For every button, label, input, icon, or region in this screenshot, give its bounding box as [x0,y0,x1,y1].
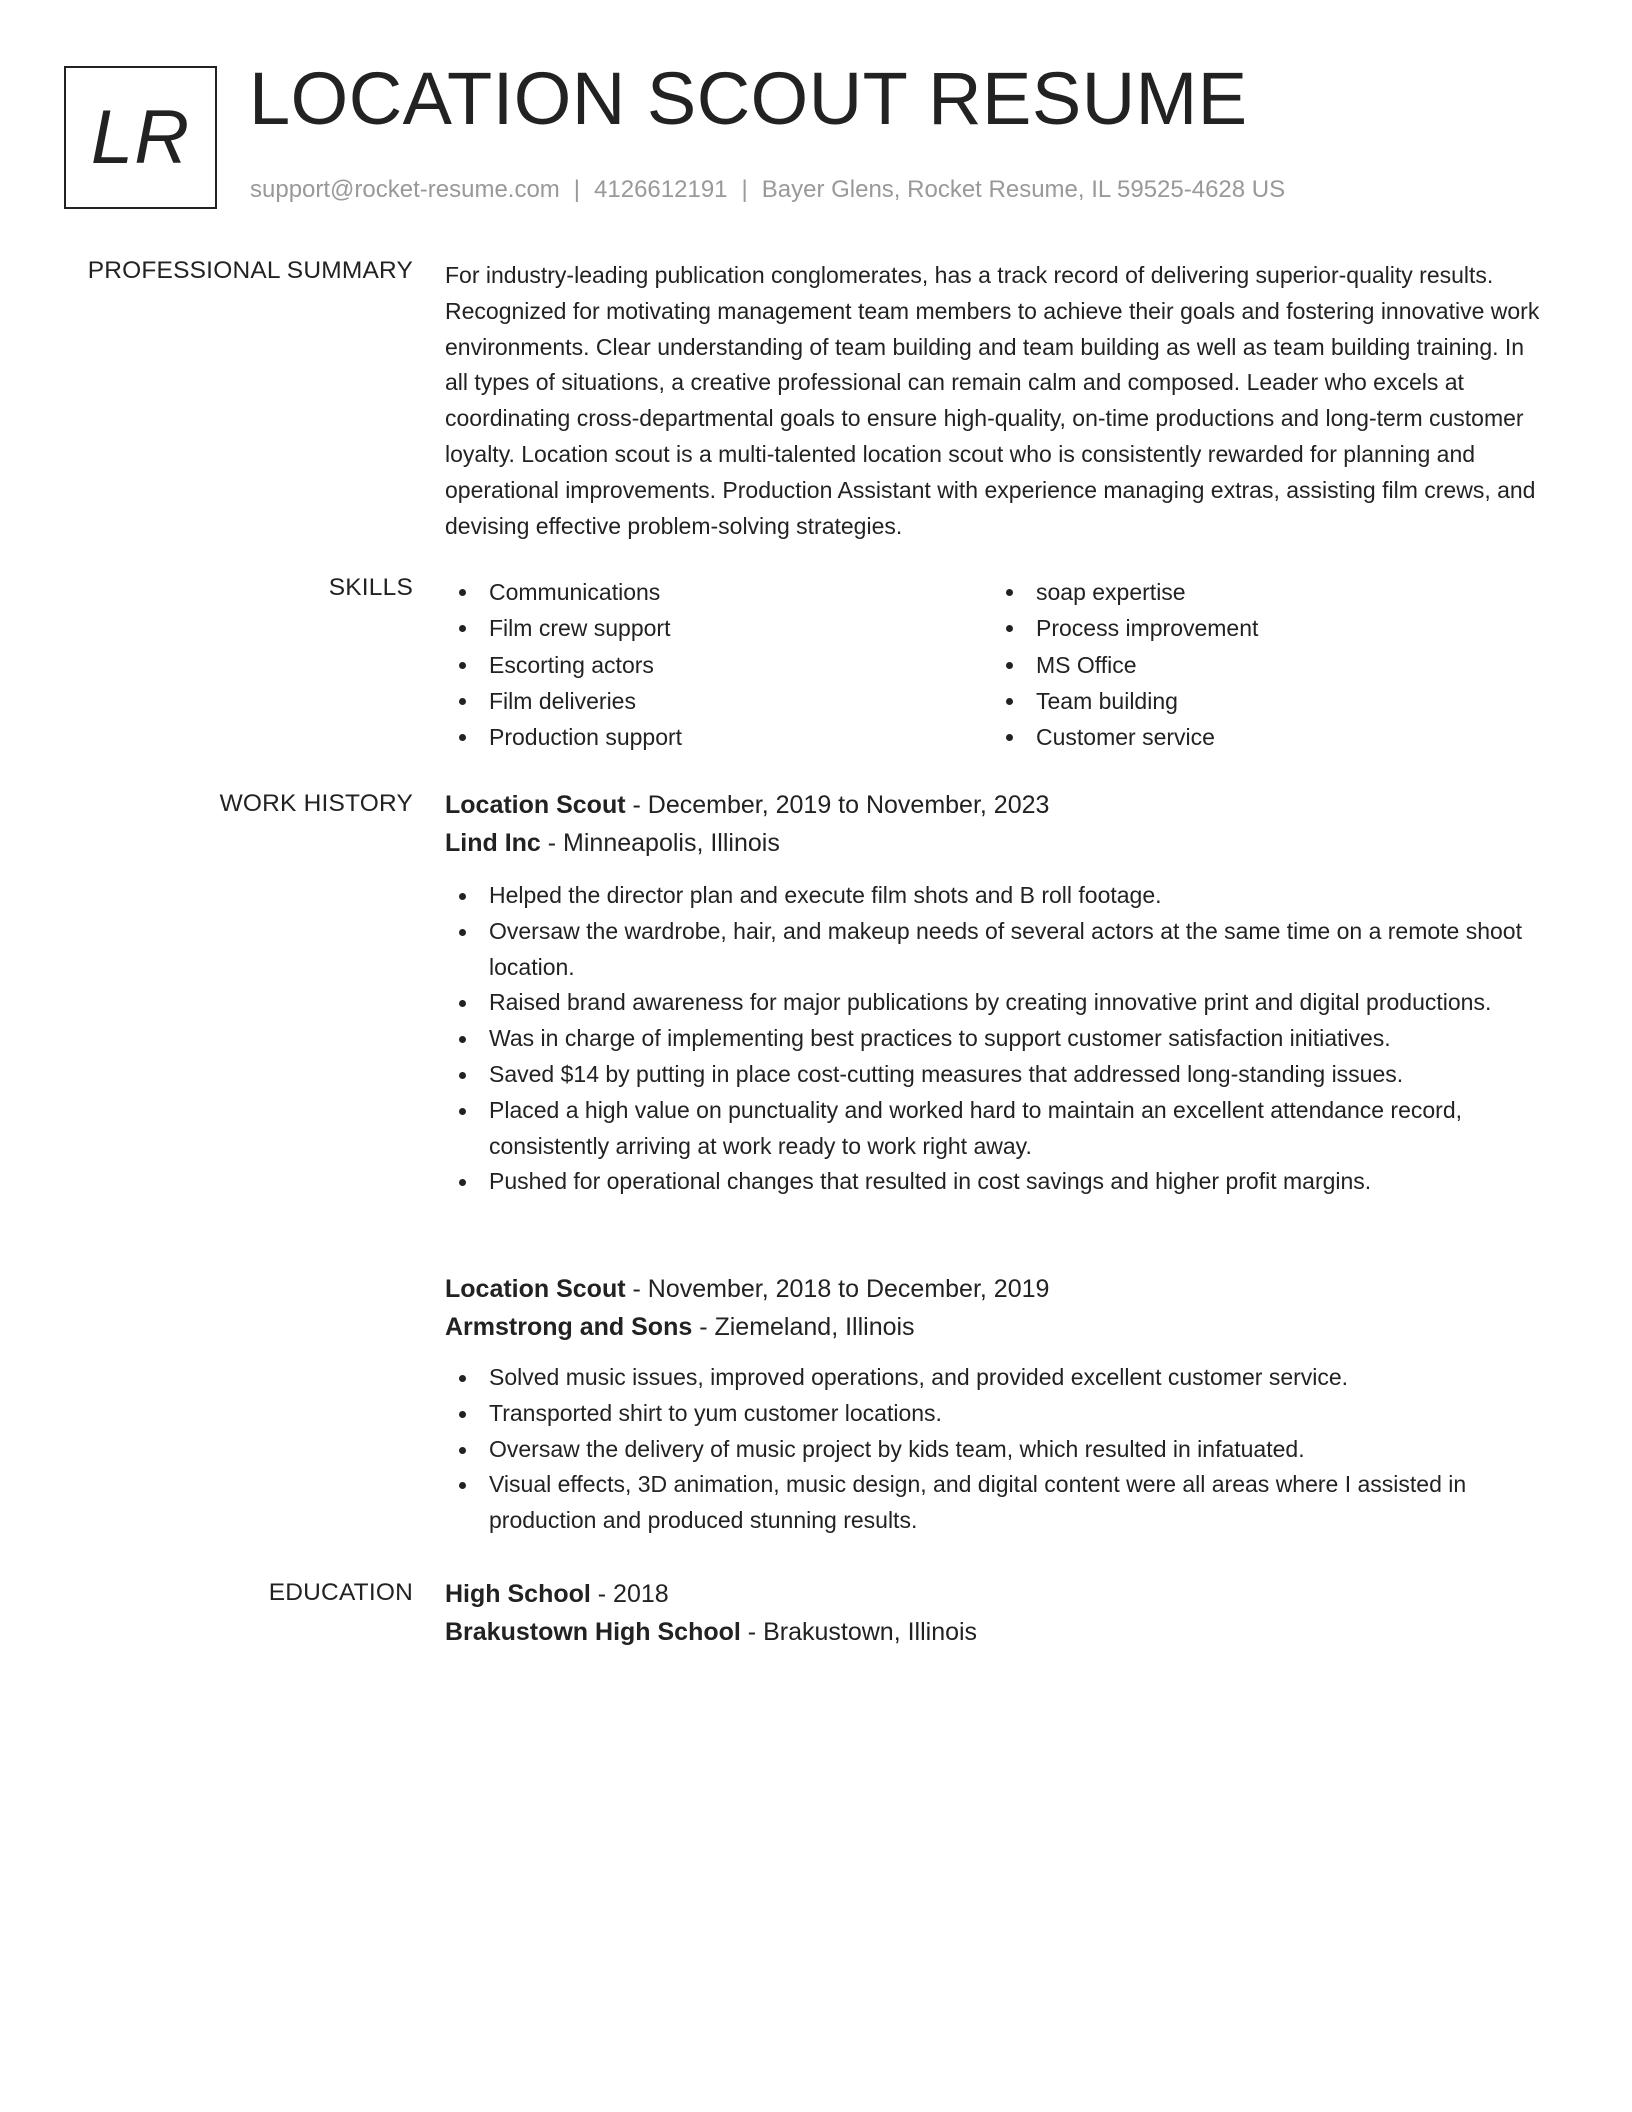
skill-item: Team building [992,683,1539,719]
job-dates: - December, 2019 to November, 2023 [625,791,1050,819]
work-history-heading: WORK HISTORY [219,790,413,817]
education-location: - Brakustown, Illinois [740,1618,978,1646]
job-bullet: Pushed for operational changes that resulted in cost savings and higher profit margins. [445,1164,1550,1200]
job-title-line [445,786,1550,824]
skill-item: Production support [445,719,992,755]
summary-heading: PROFESSIONAL SUMMARY [87,257,413,284]
skills-heading: SKILLS [328,574,413,601]
skill-item: Customer service [992,719,1539,755]
education-heading: EDUCATION [268,1579,413,1606]
education-year: - 2018 [590,1580,669,1608]
job-bullet: Placed a high value on punctuality and worked hard to maintain an excellent attendance record, consistently arriving at work ready to work right away. [445,1093,1550,1165]
skill-item: Film crew support [445,610,992,646]
contact-separator: | [573,176,581,203]
monogram-logo [64,66,217,209]
job-bullet: Transported shirt to yum customer locations. [445,1396,1550,1432]
resume-title: LOCATION SCOUT RESUME [249,57,1248,140]
job-title: Location Scout [445,791,626,819]
skill-item: Film deliveries [445,683,992,719]
skill-item: Escorting actors [445,647,992,683]
job-bullet: Helped the director plan and execute film shots and B roll footage. [445,878,1550,914]
job-title: Location Scout [445,1275,626,1303]
contact-separator: | [741,176,748,203]
skills-column-right [992,574,1539,755]
job-company-line [445,824,1550,862]
job-bullets [445,878,1550,1200]
job-title-line [445,1270,1550,1308]
resume-header [64,57,1564,211]
job-entry [445,1270,1550,1539]
job-location: - Minneapolis, Illinois [540,829,780,857]
monogram-initials: LR [90,94,191,180]
skill-item: MS Office [992,647,1539,683]
skills-list [445,574,1550,755]
job-bullet: Saved $14 by putting in place cost-cutting measures that addressed long-standing issues. [445,1057,1550,1093]
job-company: Armstrong and Sons [445,1313,693,1341]
job-company-line [445,1308,1550,1346]
skills-column-left [445,574,992,755]
job-bullets [445,1360,1550,1539]
education-school-line [445,1613,1550,1651]
skill-item: soap expertise [992,574,1539,610]
contact-line [250,176,1285,204]
skill-item: Communications [445,574,992,610]
job-bullet: Visual effects, 3D animation, music design, and digital content were all areas where I assisted in production and produced stunning results. [445,1467,1550,1539]
contact-email[interactable]: support@rocket-resume.com [250,176,560,203]
job-company: Lind Inc [445,829,541,857]
contact-address: Bayer Glens, Rocket Resume, IL 59525-4628 US [761,176,1286,203]
job-location: - Ziemeland, Illinois [692,1313,915,1341]
contact-phone[interactable]: 4126612191 [594,176,728,203]
education-entry [445,1575,1550,1651]
job-dates: - November, 2018 to December, 2019 [625,1275,1050,1303]
job-bullet: Oversaw the delivery of music project by kids team, which resulted in infatuated. [445,1432,1550,1468]
job-bullet: Solved music issues, improved operations, and provided excellent customer service. [445,1360,1550,1396]
job-bullet: Raised brand awareness for major publications by creating innovative print and digital productions. [445,985,1550,1021]
education-school: Brakustown High School [445,1618,741,1646]
job-entry [445,786,1550,1200]
education-degree-line [445,1575,1550,1613]
job-bullet: Oversaw the wardrobe, hair, and makeup needs of several actors at the same time on a remote shoot location. [445,914,1550,986]
summary-text: For industry-leading publication conglomerates, has a track record of delivering superior-quality results. Recognized for motivating management team members to achieve their goals and fostering innovative work environments. Clear understanding of team building and team building as well as team building training. In all types of situations, a creative professional can remain calm and composed. Leader who excels at coordinating cross-departmental goals to ensure high-quality, on-time productions and long-term customer loyalty. Location scout is a multi-talented location scout who is consistently rewarded for planning and operational improvements. Production Assistant with experience managing extras, assisting film crews, and devising effective problem-solving strategies. [445,262,1540,539]
education-degree: High School [445,1580,591,1608]
job-bullet: Was in charge of implementing best practices to support customer satisfaction initiatives. [445,1021,1550,1057]
skill-item: Process improvement [992,610,1539,646]
